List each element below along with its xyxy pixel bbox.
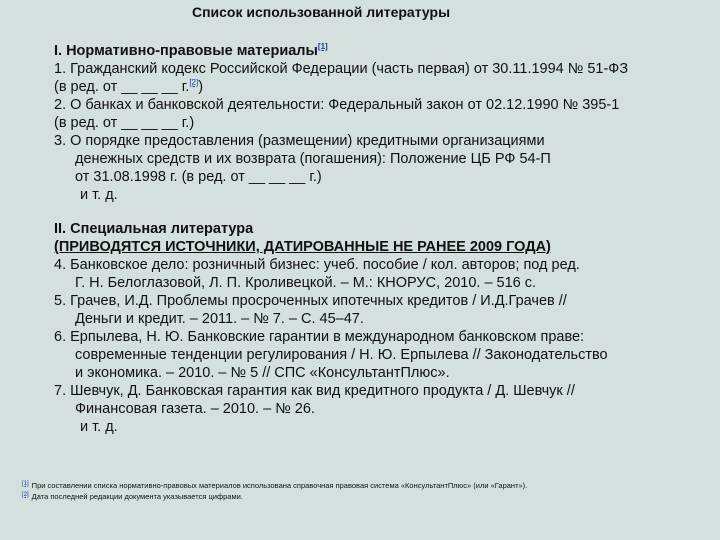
page-title: Список использованной литературы [191, 4, 451, 20]
section-1-heading [54, 42, 714, 60]
footnote-2-mark[interactable]: [2] [22, 491, 29, 498]
list-item-1-line-1: 1. Гражданский кодекс Российской Федерации (часть первая) от 30.11.1994 № 51-ФЗ [54, 61, 629, 77]
section-2-heading: II. Специальная литература [54, 221, 254, 237]
footnote-ref-1[interactable]: [1] [317, 42, 328, 52]
section-2-subheading: (ПРИВОДЯТСЯ ИСТОЧНИКИ, ДАТИРОВАННЫЕ НЕ РАНЕЕ 2009 ГОДА) [54, 239, 551, 255]
section-1-heading-text: I. Нормативно-правовые материалы [54, 43, 318, 59]
list-item-3-line-3: от 31.08.1998 г. (в ред. от __ __ __ г.) [75, 169, 322, 185]
list-item-1-line-2-close: ) [198, 79, 204, 95]
list-item-4-line-1: 4. Банковское дело: розничный бизнес: учеб. пособие / кол. авторов; под ред. [54, 257, 580, 273]
section-gap [54, 204, 714, 220]
footnote-1-mark[interactable]: [1] [22, 480, 29, 487]
list-item-3-line-2: денежных средств и их возврата (погашения): Положение ЦБ РФ 54-П [75, 151, 551, 167]
list-item-4-line-2: Г. Н. Белоглазовой, Л. П. Кроливецкой. – М.: КНОРУС, 2010. – 516 с. [75, 275, 537, 291]
list-item-2-line-1: 2. О банках и банковской деятельности: Федеральный закон от 02.12.1990 № 395-1 [54, 97, 620, 113]
list-item-1-line-2-text: (в ред. от __ __ __ г. [54, 79, 190, 95]
section-2-etc: и т. д. [80, 419, 118, 435]
list-item-6-line-3: и экономика. – 2010. – № 5 // СПС «КонсультантПлюс». [75, 365, 450, 381]
bibliography-list [54, 42, 714, 436]
footnote-2 [22, 491, 712, 502]
list-item-3-line-1: 3. О порядке предоставления (размещении) кредитными организациями [54, 133, 545, 149]
footnotes [22, 480, 712, 502]
list-item-2-line-2: (в ред. от __ __ __ г.) [54, 115, 195, 131]
list-item-7-line-1: 7. Шевчук, Д. Банковская гарантия как вид кредитного продукта / Д. Шевчук // [54, 383, 575, 399]
list-item-5-line-2: Деньги и кредит. – 2011. – № 7. – С. 45–47. [75, 311, 364, 327]
list-item-1-line-2 [54, 78, 714, 96]
footnote-ref-2[interactable]: [2] [189, 78, 199, 88]
footnote-2-text: Дата последней редакции документа указывается цифрами. [31, 492, 243, 501]
list-item-6-line-2: современные тенденции регулирования / Н. Ю. Ерпылева // Законодательство [75, 347, 608, 363]
list-item-7-line-2: Финансовая газета. – 2010. – № 26. [75, 401, 315, 417]
section-1-etc: и т. д. [80, 187, 118, 203]
footnote-1-text: При составлении списка нормативно-правовых материалов использована справочная правовая система «КонсультантПлюс» (или «Гарант»). [31, 481, 528, 490]
list-item-6-line-1: 6. Ерпылева, Н. Ю. Банковские гарантии в международном банковском праве: [54, 329, 585, 345]
list-item-5-line-1: 5. Грачев, И.Д. Проблемы просроченных ипотечных кредитов / И.Д.Грачев // [54, 293, 567, 309]
footnote-1 [22, 480, 712, 491]
